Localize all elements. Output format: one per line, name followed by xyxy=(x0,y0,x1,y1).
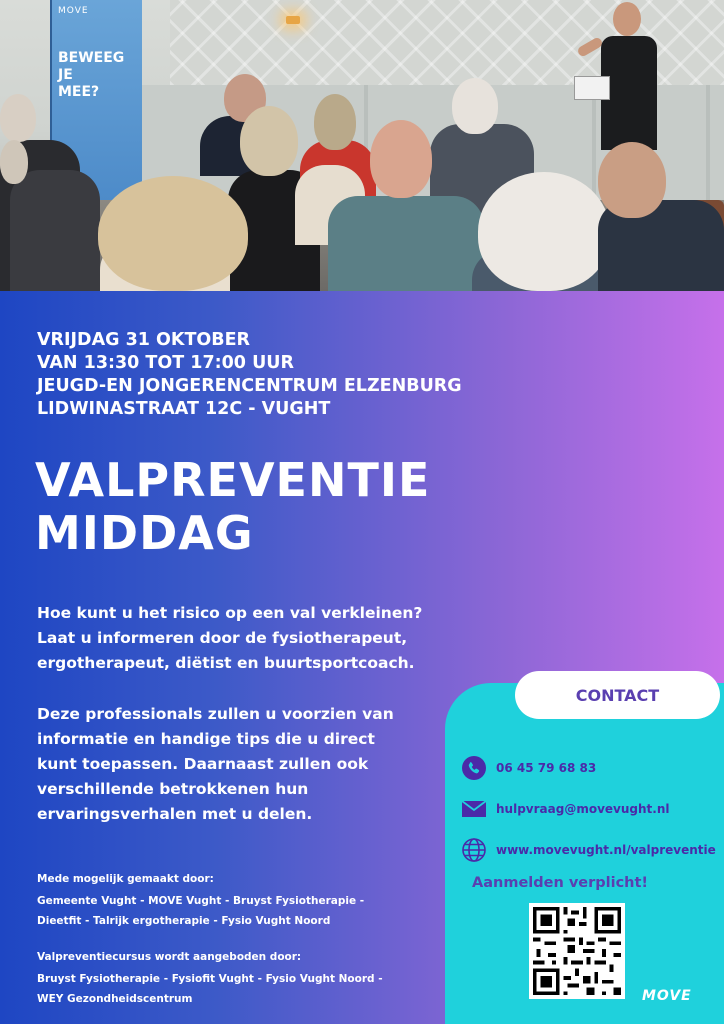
course-line: Bruyst Fysiotherapie - Fysiofit Vught - Fysio Vught Noord - xyxy=(37,973,383,985)
body-line: kunt toepassen. Daarnaast zullen ook xyxy=(37,755,369,773)
event-venue: JEUGD-EN JONGERENCENTRUM ELZENBURG xyxy=(37,376,462,396)
body-line: verschillende betrokkenen hun xyxy=(37,780,309,798)
contact-phone[interactable] xyxy=(461,755,596,781)
mail-icon xyxy=(461,796,487,822)
event-photo xyxy=(0,0,724,291)
body-line: ervaringsverhalen met u delen. xyxy=(37,805,313,823)
speaker-figure xyxy=(595,0,665,150)
intro-line: Hoe kunt u het risico op een val verkleinen? xyxy=(37,604,423,622)
body-paragraph xyxy=(37,702,437,827)
title-line-2: MIDDAG xyxy=(35,506,254,560)
made-possible-credits xyxy=(37,869,364,931)
phone-number: 06 45 79 68 83 xyxy=(496,761,597,775)
made-possible-line: Dieetfit - Talrijk ergotherapie - Fysio Vught Noord xyxy=(37,915,331,927)
wall-lamp xyxy=(286,16,300,24)
intro-paragraph xyxy=(37,601,477,676)
made-possible-line: Gemeente Vught - MOVE Vught - Bruyst Fysiotherapie - xyxy=(37,895,365,907)
contact-email[interactable] xyxy=(461,796,669,822)
move-logo: MOVE xyxy=(642,988,692,1004)
signup-notice: Aanmelden verplicht! xyxy=(472,875,649,891)
name-card xyxy=(574,76,610,100)
qr-code[interactable] xyxy=(529,903,625,999)
banner-logo: MOVE xyxy=(58,6,89,16)
event-address: LIDWINASTRAAT 12C - VUGHT xyxy=(37,399,331,419)
globe-icon xyxy=(461,837,487,863)
body-line: informatie en handige tips die u direct xyxy=(37,730,375,748)
event-details xyxy=(37,329,462,421)
banner-text: BEWEEG JE MEE? xyxy=(58,50,125,100)
intro-line: ergotherapeut, diëtist en buurtsportcoach. xyxy=(37,654,415,672)
contact-website[interactable] xyxy=(461,837,716,863)
contact-button[interactable]: CONTACT xyxy=(515,671,720,719)
page-title xyxy=(35,454,430,560)
made-possible-header: Mede mogelijk gemaakt door: xyxy=(37,873,214,885)
event-date: VRIJDAG 31 OKTOBER xyxy=(37,330,251,350)
course-header: Valpreventiecursus wordt aangeboden door: xyxy=(37,951,302,963)
title-line-1: VALPREVENTIE xyxy=(35,453,431,507)
intro-line: Laat u informeren door de fysiotherapeut, xyxy=(37,629,408,647)
body-line: Deze professionals zullen u voorzien van xyxy=(37,705,394,723)
email-address: hulpvraag@movevught.nl xyxy=(496,802,670,816)
course-credits xyxy=(37,947,383,1009)
event-time: VAN 13:30 TOT 17:00 UUR xyxy=(37,353,294,373)
course-line: WEY Gezondheidscentrum xyxy=(37,993,193,1005)
website-url: www.movevught.nl/valpreventie xyxy=(496,843,716,857)
phone-icon xyxy=(461,755,487,781)
